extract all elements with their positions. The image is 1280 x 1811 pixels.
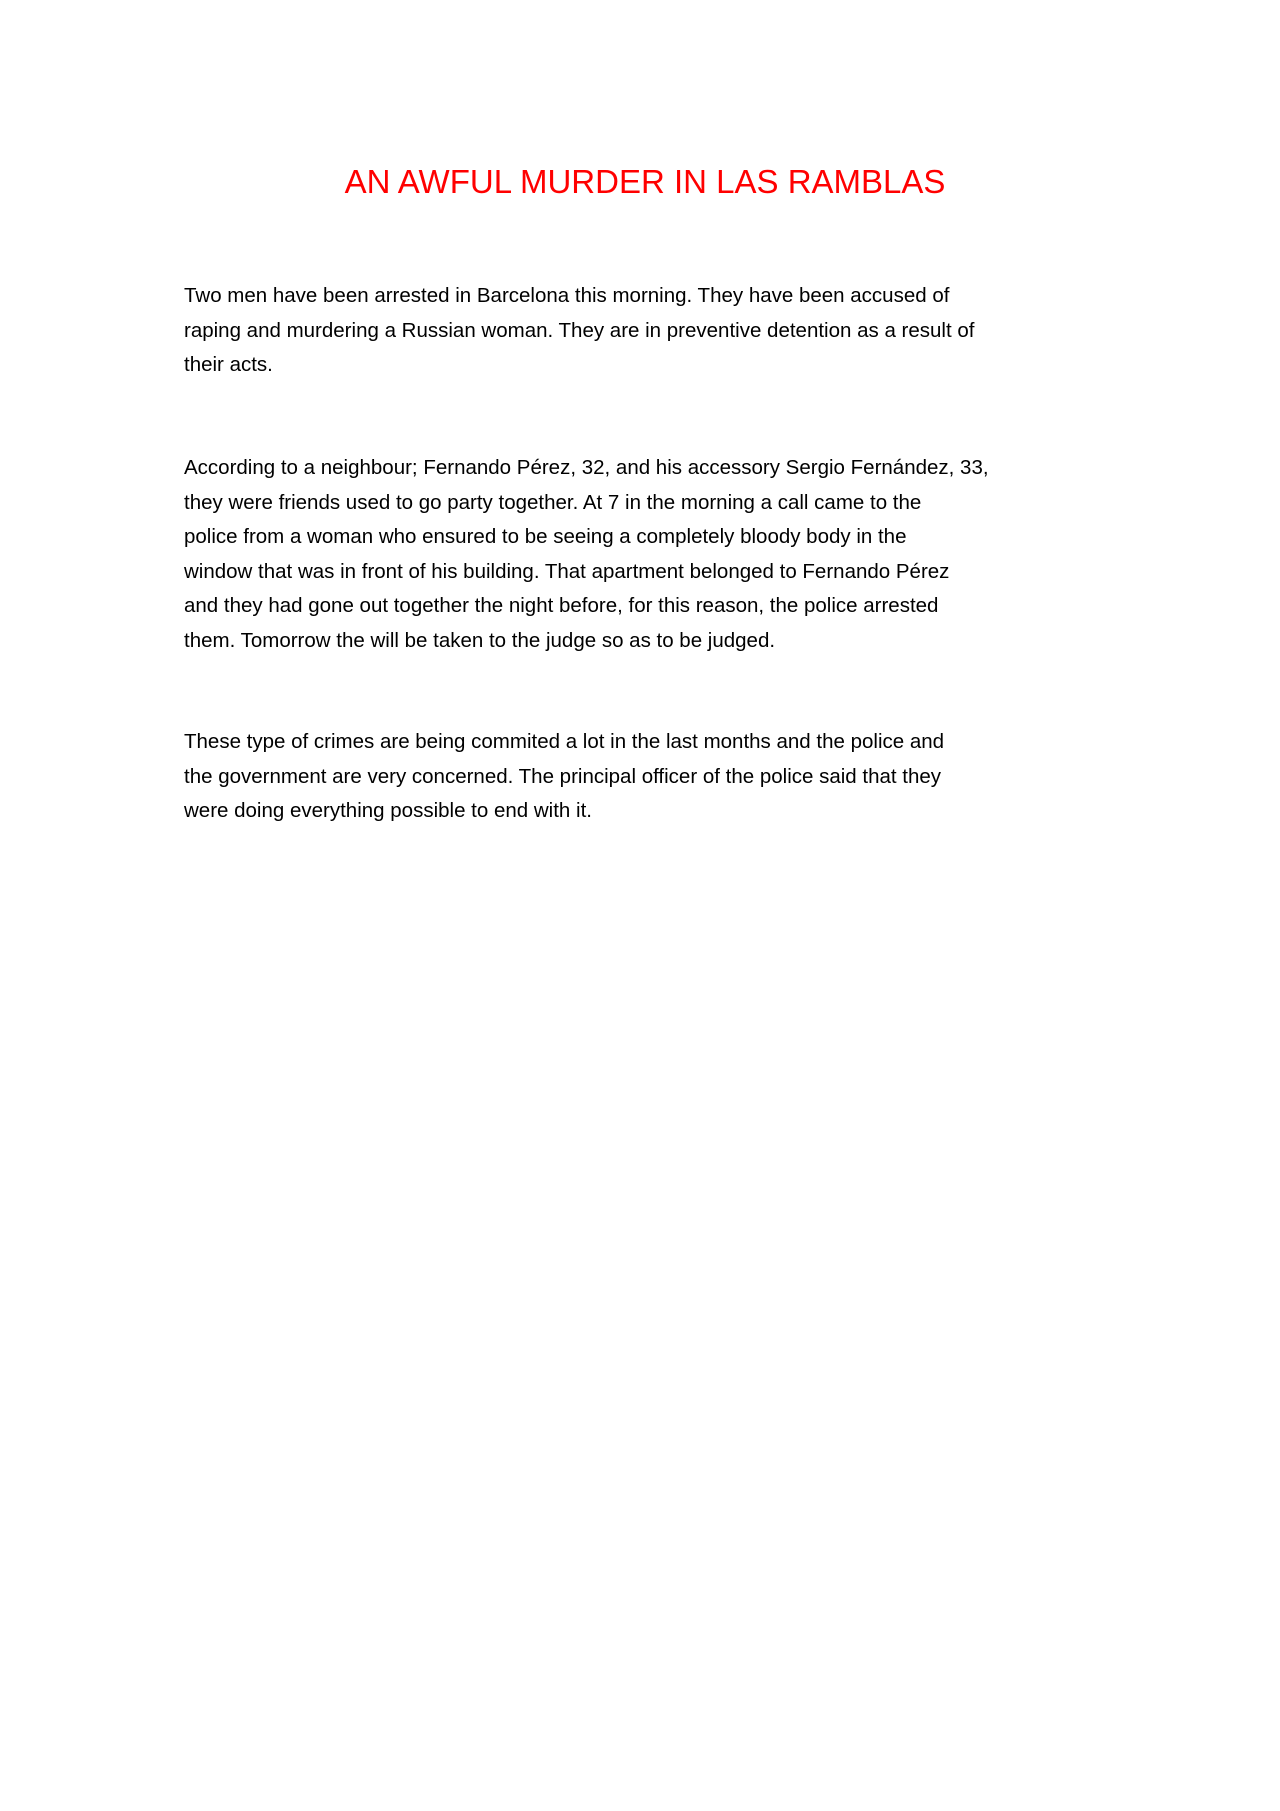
paragraph-2 xyxy=(184,451,1144,658)
text-line: window that was in front of his building. That apartment belonged to Fernando Pérez xyxy=(184,559,950,583)
text-line: the government are very concerned. The principal officer of the police said that they xyxy=(184,764,942,788)
text-line: were doing everything possible to end with it. xyxy=(184,799,592,822)
text-line: they were friends used to go party together. At 7 in the morning a call came to the xyxy=(184,490,922,514)
text-line: their acts. xyxy=(184,353,273,376)
paragraph-3 xyxy=(184,725,1144,829)
text-line: and they had gone out together the night before, for this reason, the police arrested xyxy=(184,594,939,617)
text-line: These type of crimes are being commited a lot in the last months and the police and xyxy=(184,730,945,753)
text-line: them. Tomorrow the will be taken to the judge so as to be judged. xyxy=(184,628,776,652)
paragraph-1 xyxy=(184,279,1144,383)
text-line: According to a neighbour; Fernando Pérez, 32, and his accessory Sergio Fernández, 33, xyxy=(184,456,989,479)
text-line: police from a woman who ensured to be seeing a completely bloody body in the xyxy=(184,525,907,548)
text-line: raping and murdering a Russian woman. They are in preventive detention as a result of xyxy=(184,318,975,342)
document-title: AN AWFUL MURDER IN LAS RAMBLAS xyxy=(344,163,946,200)
text-line: Two men have been arrested in Barcelona this morning. They have been accused of xyxy=(184,284,950,307)
